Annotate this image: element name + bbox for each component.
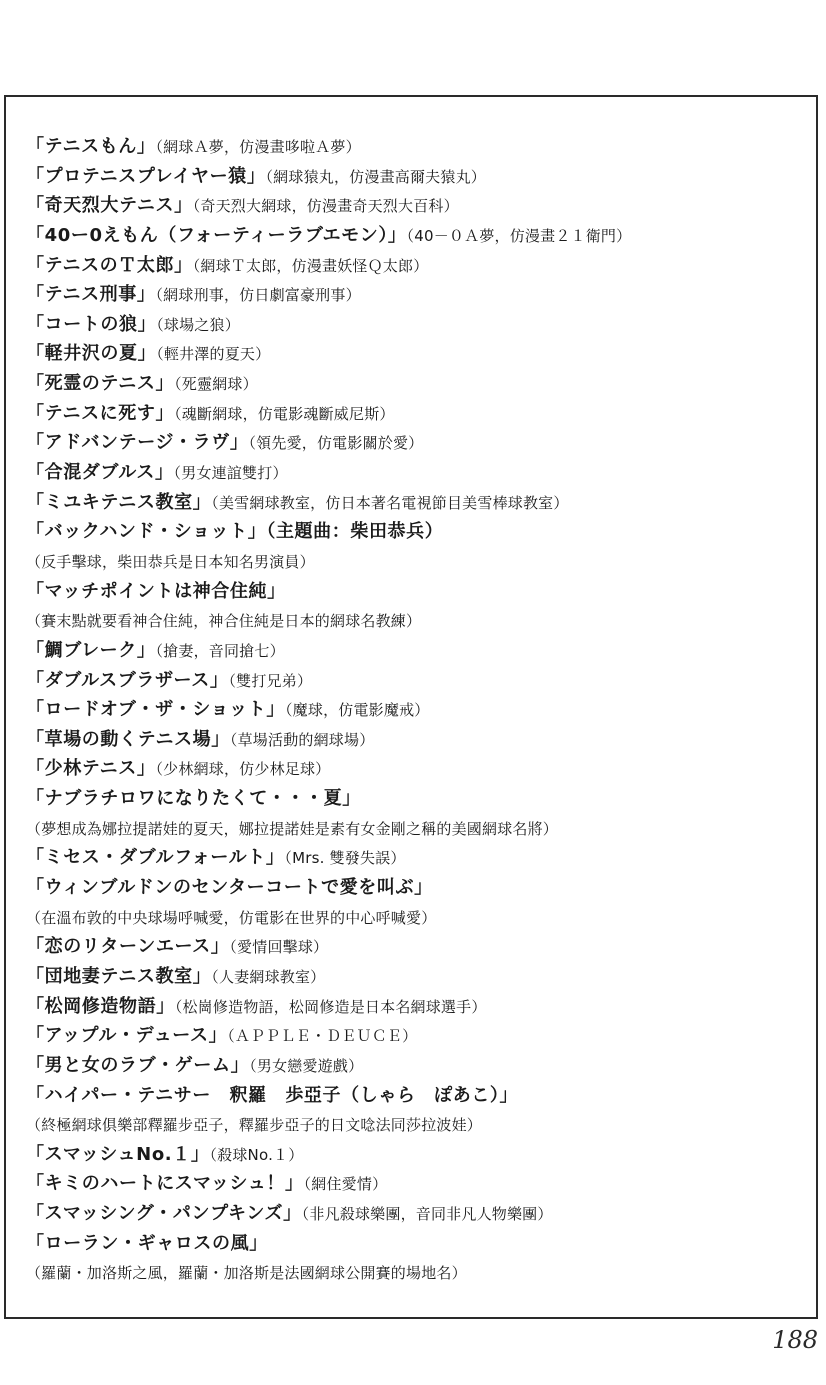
chinese-translation: （少林網球，仿少林足球） [155, 760, 331, 779]
japanese-title: 「ミユキテニス教室」 [26, 491, 212, 513]
list-item [26, 962, 816, 992]
chinese-translation: （網球刑事，仿日劇富豪刑事） [155, 286, 361, 305]
japanese-title: 「マッチポイントは神合住純」 [26, 580, 286, 602]
chinese-translation: （搶妻，音同搶七） [155, 641, 285, 660]
list-item [26, 1081, 816, 1111]
chinese-translation: （ＡＰＰＬＥ・ＤＥＵＣＥ） [227, 1027, 418, 1046]
list-item [26, 903, 816, 933]
japanese-title: 「ローラン・ギャロスの風」 [26, 1232, 268, 1254]
list-item [26, 458, 816, 488]
list-item [26, 1051, 816, 1081]
chinese-translation: （魔球，仿電影魔戒） [284, 701, 430, 720]
list-item [26, 132, 816, 162]
list-item [26, 488, 816, 518]
chinese-translation: （愛情回擊球） [229, 938, 329, 957]
chinese-translation: （羅蘭・加洛斯之風，羅蘭・加洛斯是法國網球公開賽的場地名） [26, 1264, 467, 1283]
japanese-title: 「軽井沢の夏」 [26, 343, 157, 365]
japanese-title: 「ウィンブルドンのセンターコートで愛を叫ぶ」 [26, 877, 433, 899]
list-item [26, 577, 816, 607]
list-item [26, 1140, 816, 1170]
list-item [26, 251, 816, 281]
chinese-translation: （奇天烈大網球，仿漫畫奇天烈大百科） [192, 197, 459, 216]
chinese-translation: （夢想成為娜拉提諾娃的夏天，娜拉提諾娃是素有女金剛之稱的美國網球名將） [26, 819, 559, 838]
page-number: 188 [772, 1326, 818, 1354]
japanese-title: 「テニスに死す」 [26, 402, 175, 424]
chinese-translation: （美雪網球教室，仿日本著名電視節目美雪棒球教室） [211, 493, 569, 512]
japanese-title: 「キミのハートにスマッシュ！」 [26, 1173, 304, 1195]
list-item [26, 310, 816, 340]
list-item [26, 1110, 816, 1140]
japanese-title: 「ハイパー・テニサー 釈羅 歩亞子（しゃら ぽあこ）」 [26, 1084, 519, 1106]
chinese-translation: （球場之狼） [156, 315, 240, 334]
chinese-translation: （草場活動的網球場） [229, 730, 375, 749]
list-item [26, 725, 816, 755]
japanese-title: 「松岡修造物語」 [26, 995, 175, 1017]
chinese-translation: （網球Ｔ太郎，仿漫畫妖怪Ｑ太郎） [192, 256, 429, 275]
list-item [26, 399, 816, 429]
chinese-translation: （輕井澤的夏天） [156, 345, 271, 364]
list-item [26, 754, 816, 784]
list-item [26, 1258, 816, 1288]
japanese-title: 「テニスもん」 [26, 136, 156, 157]
list-item [26, 992, 816, 1022]
japanese-title: 「ナブラチロワになりたくて・・・夏」 [26, 788, 361, 810]
chinese-translation: （死靈網球） [174, 375, 258, 394]
japanese-title: 「奇天烈大テニス」 [26, 195, 193, 217]
japanese-title: 「テニス刑事」 [26, 284, 156, 306]
chinese-translation: （40－０Ａ夢，仿漫畫２１衛門） [406, 226, 632, 245]
chinese-translation: （反手擊球，柴田恭兵是日本知名男演員） [26, 552, 315, 571]
chinese-translation: （男女連誼雙打） [173, 464, 288, 483]
list-item [26, 428, 816, 458]
chinese-translation: （領先愛，仿電影關於愛） [248, 434, 424, 453]
japanese-title: 「スマッシュNo.１」 [26, 1143, 210, 1165]
list-item [26, 280, 816, 310]
chinese-translation: （松崗修造物語，松岡修造是日本名網球選手） [174, 997, 487, 1016]
list-item [26, 1229, 816, 1259]
list-item [26, 932, 816, 962]
japanese-title: 「恋のリターンエース」 [26, 936, 230, 958]
list-item [26, 369, 816, 399]
japanese-title: 「スマッシング・パンプキンズ」 [26, 1203, 302, 1225]
chinese-translation: （網球猿丸，仿漫畫高爾夫猿丸） [265, 167, 486, 186]
list-item [26, 547, 816, 577]
chinese-translation: （男女戀愛遊戲） [249, 1056, 364, 1075]
japanese-title: 「合混ダブルス」 [26, 462, 174, 484]
list-item [26, 814, 816, 844]
list-item [26, 636, 816, 666]
chinese-translation: （非凡殺球樂團，音同非凡人物樂團） [301, 1205, 553, 1224]
japanese-title: 「アップル・デュース」 [26, 1025, 228, 1047]
japanese-title: 「男と女のラブ・ゲーム」 [26, 1054, 250, 1076]
chinese-translation: （賽末點就要看神合住純，神合住純是日本的網球名教練） [26, 612, 422, 631]
chinese-translation: （殺球No.１） [209, 1145, 304, 1164]
list-item [26, 162, 816, 192]
japanese-title: 「アドバンテージ・ラヴ」 [26, 432, 249, 454]
japanese-title: 「死霊のテニス」 [26, 373, 175, 395]
japanese-title: 「ミセス・ダブルフォールト」 [26, 847, 285, 869]
japanese-title: 「40ー0えもん（フォーティーラブエモン）」 [26, 224, 407, 246]
title-list [26, 132, 816, 1288]
list-item [26, 221, 816, 251]
list-item [26, 873, 816, 903]
list-item [26, 843, 816, 873]
list-item [26, 1199, 816, 1229]
list-item [26, 784, 816, 814]
list-item [26, 191, 816, 221]
japanese-title: 「団地妻テニス教室」 [26, 965, 212, 987]
japanese-title: 「テニスのＴ太郎」 [26, 254, 193, 276]
japanese-title: 「プロテニスプレイヤー猿」 [26, 165, 266, 187]
japanese-title: 「少林テニス」 [26, 758, 156, 780]
japanese-title: 「ロードオブ・ザ・ショット」 [26, 699, 285, 721]
chinese-translation: （終極網球俱樂部釋羅步亞子，釋羅步亞子的日文唸法同莎拉波娃） [26, 1116, 483, 1135]
japanese-title: 「ダブルスブラザース」 [26, 669, 229, 691]
list-item [26, 666, 816, 696]
chinese-translation: （網住愛情） [303, 1175, 388, 1194]
japanese-title: 「草場の動くテニス場」 [26, 728, 230, 750]
chinese-translation: （Mrs. 雙發失誤） [284, 849, 406, 868]
list-item [26, 339, 816, 369]
japanese-title: 「コートの狼」 [26, 313, 157, 335]
japanese-title: 「バックハンド・ショット」（主題曲：柴田恭兵） [26, 521, 444, 543]
chinese-translation: （在溫布敦的中央球場呼喊愛，仿電影在世界的中心呼喊愛） [26, 908, 437, 927]
chinese-translation: （雙打兄弟） [228, 671, 313, 690]
japanese-title: 「鯛ブレーク」 [26, 639, 156, 661]
list-item [26, 695, 816, 725]
list-item [26, 517, 816, 547]
list-item [26, 1169, 816, 1199]
chinese-translation: （人妻網球教室） [211, 967, 326, 986]
list-item [26, 606, 816, 636]
chinese-translation: （魂斷網球，仿電影魂斷威尼斯） [174, 404, 395, 423]
list-item [26, 1021, 816, 1051]
chinese-translation: （網球Ａ夢，仿漫畫哆啦Ａ夢） [155, 138, 361, 156]
